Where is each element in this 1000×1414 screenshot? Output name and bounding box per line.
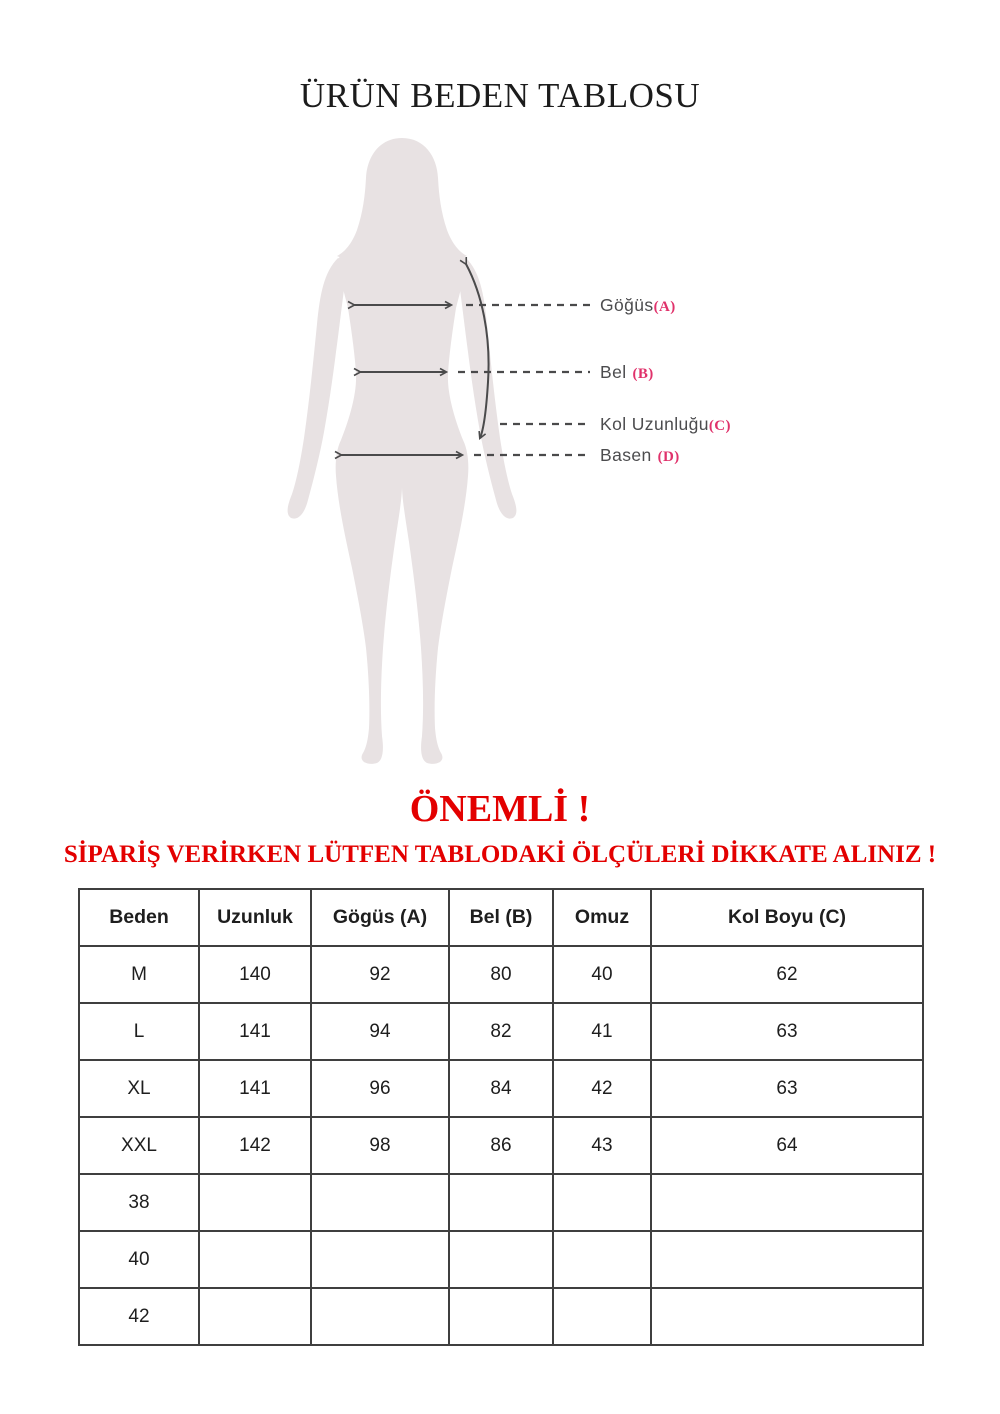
size-cell: 42 xyxy=(79,1288,199,1345)
size-cell: XL xyxy=(79,1060,199,1117)
header-cell-omuz: Omuz xyxy=(553,889,651,946)
size-cell xyxy=(449,1174,553,1231)
size-cell: 141 xyxy=(199,1003,311,1060)
header-cell-beden: Beden xyxy=(79,889,199,946)
size-cell: 80 xyxy=(449,946,553,1003)
table-row-42 xyxy=(79,1288,923,1345)
size-cell xyxy=(651,1174,923,1231)
size-cell: 86 xyxy=(449,1117,553,1174)
table-row-xl xyxy=(79,1060,923,1117)
size-cell: 84 xyxy=(449,1060,553,1117)
size-cell xyxy=(553,1288,651,1345)
size-cell: 43 xyxy=(553,1117,651,1174)
table-row-xxl xyxy=(79,1117,923,1174)
label-arm-length-name: Kol Uzunluğu xyxy=(600,414,709,434)
header-cell-bel: Bel (B) xyxy=(449,889,553,946)
size-cell: 42 xyxy=(553,1060,651,1117)
table-row-m xyxy=(79,946,923,1003)
table-row-l xyxy=(79,1003,923,1060)
size-cell: 96 xyxy=(311,1060,449,1117)
table-row-40 xyxy=(79,1231,923,1288)
table-row-38 xyxy=(79,1174,923,1231)
header-cell-uzunluk: Uzunluk xyxy=(199,889,311,946)
size-cell xyxy=(311,1288,449,1345)
label-chest-name: Göğüs xyxy=(600,295,654,315)
size-cell xyxy=(553,1231,651,1288)
header-cell-gogus: Gögüs (A) xyxy=(311,889,449,946)
size-table-header-row xyxy=(79,889,923,946)
female-body-silhouette xyxy=(288,138,517,764)
label-chest xyxy=(600,295,676,315)
label-chest-letter: (A) xyxy=(653,299,676,315)
size-cell xyxy=(199,1174,311,1231)
size-cell xyxy=(199,1288,311,1345)
size-cell xyxy=(311,1174,449,1231)
important-subheading: SİPARİŞ VERİRKEN LÜTFEN TABLODAKİ ÖLÇÜLERİ DİKKATE ALINIZ ! xyxy=(63,841,937,868)
size-cell xyxy=(449,1288,553,1345)
size-cell: L xyxy=(79,1003,199,1060)
body-measurement-diagram xyxy=(268,132,598,772)
size-cell: 94 xyxy=(311,1003,449,1060)
size-cell xyxy=(553,1174,651,1231)
label-hip-letter: (D) xyxy=(657,449,680,465)
size-cell: 40 xyxy=(553,946,651,1003)
size-cell: 92 xyxy=(311,946,449,1003)
size-cell: 82 xyxy=(449,1003,553,1060)
important-heading: ÖNEMLİ ! xyxy=(409,788,591,830)
header-cell-kol-boyu: Kol Boyu (C) xyxy=(651,889,923,946)
label-hip xyxy=(600,445,680,465)
label-arm-length-letter: (C) xyxy=(708,418,731,434)
size-cell xyxy=(311,1231,449,1288)
size-cell xyxy=(449,1231,553,1288)
size-cell: 64 xyxy=(651,1117,923,1174)
size-cell: 63 xyxy=(651,1003,923,1060)
size-cell xyxy=(199,1231,311,1288)
size-cell: 140 xyxy=(199,946,311,1003)
size-cell xyxy=(651,1288,923,1345)
size-cell: M xyxy=(79,946,199,1003)
size-cell: 62 xyxy=(651,946,923,1003)
size-cell: 141 xyxy=(199,1060,311,1117)
silhouette-torso-legs xyxy=(336,236,469,764)
page-title: ÜRÜN BEDEN TABLOSU xyxy=(299,76,701,115)
size-cell: 40 xyxy=(79,1231,199,1288)
label-waist xyxy=(600,362,654,382)
size-cell: XXL xyxy=(79,1117,199,1174)
label-waist-name: Bel xyxy=(600,362,627,382)
size-cell: 63 xyxy=(651,1060,923,1117)
size-cell: 142 xyxy=(199,1117,311,1174)
size-table xyxy=(78,888,924,1346)
size-cell: 98 xyxy=(311,1117,449,1174)
label-waist-letter: (B) xyxy=(632,366,654,382)
size-cell: 38 xyxy=(79,1174,199,1231)
label-arm-length xyxy=(600,414,731,434)
size-cell xyxy=(651,1231,923,1288)
label-hip-name: Basen xyxy=(600,445,652,465)
size-cell: 41 xyxy=(553,1003,651,1060)
